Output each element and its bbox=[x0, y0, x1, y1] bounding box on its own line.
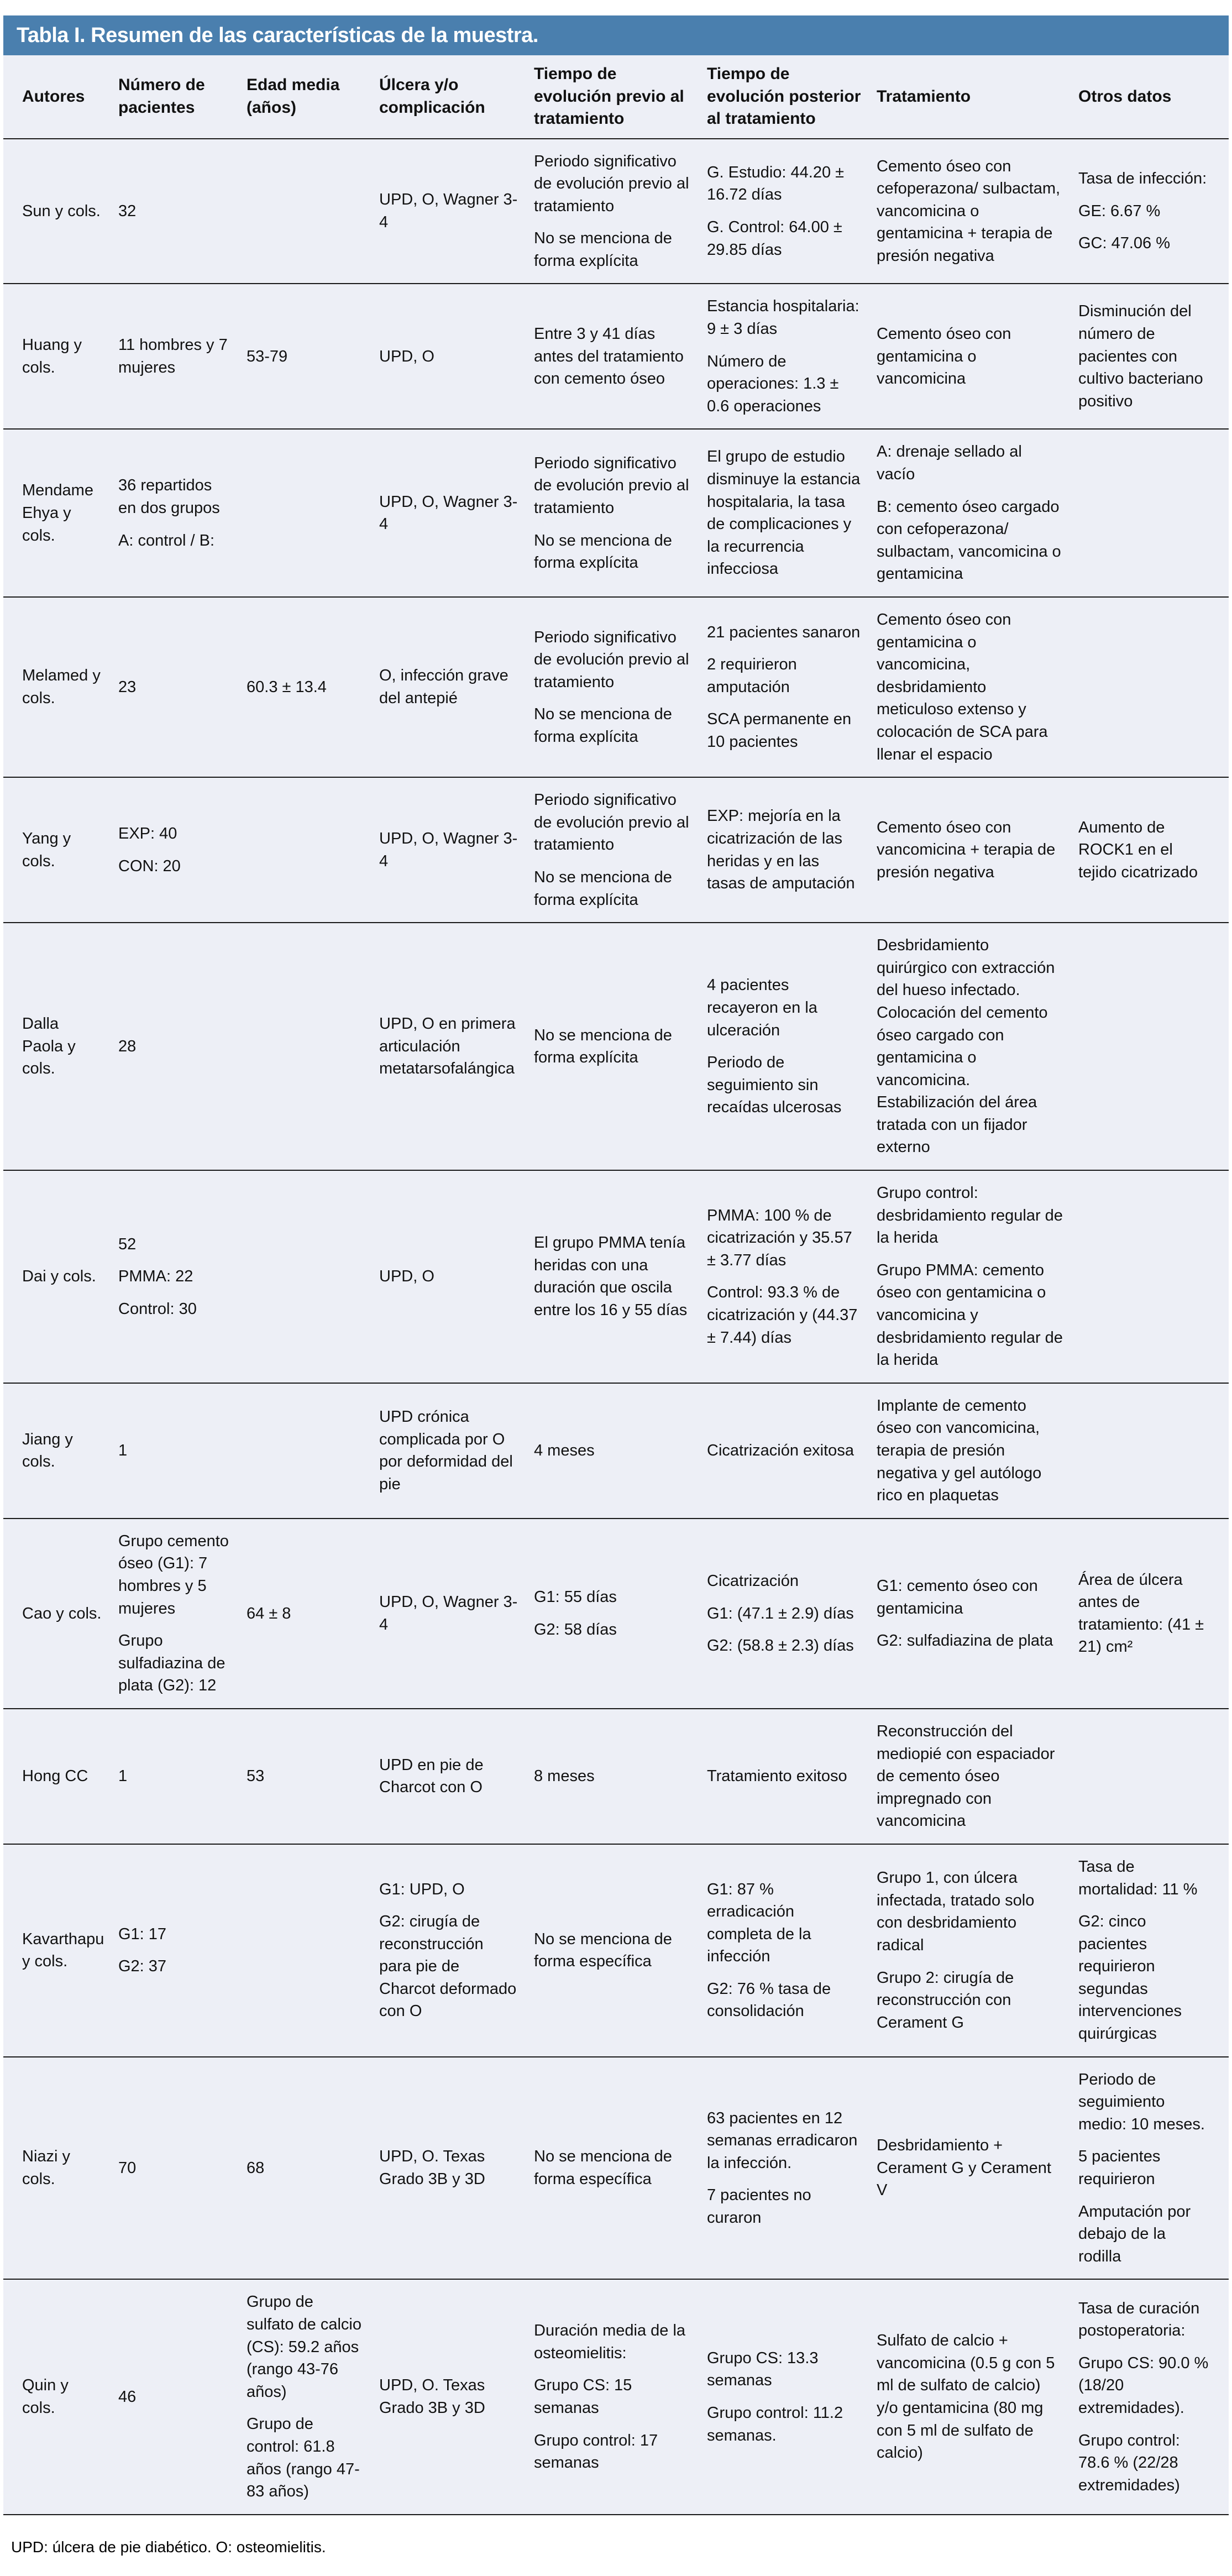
table-cell bbox=[877, 609, 1078, 766]
table-row bbox=[3, 1384, 1229, 1519]
table-cell bbox=[3, 479, 118, 547]
table-cell bbox=[3, 828, 118, 872]
table-cell bbox=[118, 2386, 247, 2409]
table-cell bbox=[534, 1765, 707, 1788]
cell-paragraph: 11 hombres y 7 mujeres bbox=[118, 336, 228, 376]
cell-paragraph: Grupo CS: 15 semanas bbox=[534, 2376, 632, 2417]
cell-paragraph: O, infección grave del antepié bbox=[379, 667, 508, 708]
table-cell bbox=[534, 626, 707, 748]
cell-paragraph: A: drenaje sellado al vacío bbox=[877, 443, 1022, 484]
table-cell bbox=[707, 1765, 877, 1788]
table-cell bbox=[707, 621, 877, 753]
table-cell bbox=[379, 1591, 534, 1636]
column-header-2: Edad media (años) bbox=[247, 76, 340, 117]
cell-paragraph: UPD, O, Wagner 3-4 bbox=[379, 493, 518, 533]
table-cell bbox=[534, 1439, 707, 1462]
cell-paragraph: Entre 3 y 41 días antes del tratamiento con cemento óseo bbox=[534, 325, 684, 388]
cell-paragraph: Tasa de curación postoperatoria: bbox=[1078, 2299, 1200, 2340]
table-cell bbox=[118, 1439, 247, 1462]
table-cell bbox=[379, 1754, 534, 1799]
cell-paragraph: 8 meses bbox=[534, 1767, 595, 1786]
cell-paragraph: 21 pacientes sanaron bbox=[707, 623, 861, 641]
cell-paragraph: 36 repartidos en dos grupos bbox=[118, 477, 220, 517]
cell-paragraph: Sun y cols. bbox=[22, 202, 101, 220]
table-cell bbox=[3, 2374, 118, 2419]
table-cell bbox=[877, 1182, 1078, 1371]
cell-paragraph: 60.3 ± 13.4 bbox=[247, 678, 327, 696]
cell-paragraph: PMMA: 22 bbox=[118, 1268, 193, 1286]
table-cell bbox=[707, 1205, 877, 1349]
table-cell bbox=[877, 2329, 1078, 2464]
cell-paragraph: G1: 87 % erradicación completa de la infección bbox=[707, 1880, 811, 1966]
table-cell bbox=[707, 446, 877, 580]
cell-paragraph: 5 pacientes requirieron bbox=[1078, 2148, 1161, 2188]
table-cell bbox=[247, 1603, 379, 1625]
table-cell bbox=[3, 1265, 118, 1288]
cell-paragraph: UPD, O, Wagner 3-4 bbox=[379, 830, 518, 870]
table-cell bbox=[118, 1530, 247, 1697]
table-cell bbox=[118, 1765, 247, 1788]
cell-paragraph: Kavarthapu y cols. bbox=[22, 1930, 104, 1971]
cell-paragraph: Grupo control: 11.2 semanas. bbox=[707, 2404, 843, 2444]
cell-paragraph: Melamed y cols. bbox=[22, 667, 101, 708]
table-row bbox=[3, 1519, 1229, 1709]
table-cell bbox=[379, 664, 534, 709]
table-row bbox=[3, 778, 1229, 923]
table-cell bbox=[118, 823, 247, 877]
table-cell bbox=[877, 934, 1078, 1159]
cell-paragraph: Desbridamiento + Cerament G y Cerament V bbox=[877, 2137, 1051, 2200]
cell-paragraph: 64 ± 8 bbox=[247, 1604, 291, 1622]
cell-paragraph: G2: (58.8 ± 2.3) días bbox=[707, 1637, 854, 1655]
table-cell bbox=[118, 676, 247, 699]
table-cell bbox=[118, 474, 247, 552]
table-cell bbox=[534, 1586, 707, 1641]
table-cell bbox=[379, 491, 534, 536]
cell-paragraph: Control: 93.3 % de cicatrización y (44.37 ± 7.44) días bbox=[707, 1284, 858, 1347]
cell-paragraph: G1: (47.1 ± 2.9) días bbox=[707, 1604, 854, 1622]
cell-paragraph: G2: sulfadiazina de plata bbox=[877, 1632, 1053, 1650]
column-header-5: Tiempo de evolución posterior al tratamiento bbox=[707, 65, 861, 128]
cell-paragraph: UPD crónica complicada por O por deformidad del pie bbox=[379, 1408, 513, 1493]
table-cell bbox=[707, 1570, 877, 1657]
cell-paragraph: PMMA: 100 % de cicatrización y 35.57 ± 3.77 días bbox=[707, 1206, 852, 1269]
cell-paragraph: Cemento óseo con gentamicina o vancomicina bbox=[877, 325, 1011, 388]
cell-paragraph: Número de operaciones: 1.3 ± 0.6 operaciones bbox=[707, 352, 839, 415]
column-header-4: Tiempo de evolución previo al tratamiento bbox=[534, 65, 684, 128]
cell-paragraph: Grupo cemento óseo (G1): 7 hombres y 5 mujeres bbox=[118, 1532, 229, 1617]
cell-paragraph: G2: 37 bbox=[118, 1957, 167, 1976]
table-cell bbox=[1078, 1569, 1229, 1658]
table-cell bbox=[118, 2157, 247, 2180]
cell-paragraph: Área de úlcera antes de tratamiento: (41 ± 21) cm² bbox=[1078, 1570, 1204, 1656]
cell-paragraph: UPD, O bbox=[379, 347, 434, 365]
table-cell bbox=[379, 189, 534, 233]
table-cell bbox=[877, 1720, 1078, 1832]
table-title: Tabla I. Resumen de las características de la muestra. bbox=[17, 23, 538, 47]
table-body bbox=[3, 139, 1229, 2515]
cell-paragraph: Dai y cols. bbox=[22, 1268, 96, 1286]
cell-paragraph: Implante de cemento óseo con vancomicina, terapia de presión negativa y gel autólogo rico en plaquetas bbox=[877, 1396, 1042, 1505]
column-header-6: Tratamiento bbox=[877, 87, 971, 106]
column-header-3: Úlcera y/o complicación bbox=[379, 76, 485, 117]
cell-paragraph: 1 bbox=[118, 1442, 128, 1459]
cell-paragraph: 53 bbox=[247, 1767, 265, 1786]
cell-paragraph: G1: 17 bbox=[118, 1925, 167, 1943]
cell-paragraph: 32 bbox=[118, 202, 137, 220]
cell-paragraph: Tasa de infección: bbox=[1078, 170, 1207, 188]
table-row bbox=[3, 598, 1229, 778]
cell-paragraph: Grupo control: 17 semanas bbox=[534, 2431, 658, 2472]
table-cell bbox=[534, 2145, 707, 2190]
table-title-bar bbox=[3, 15, 1229, 55]
cell-paragraph: G2: 76 % tasa de consolidación bbox=[707, 1980, 831, 2020]
cell-paragraph: GC: 47.06 % bbox=[1078, 234, 1171, 253]
cell-paragraph: 1 bbox=[118, 1767, 128, 1786]
table-cell bbox=[118, 1923, 247, 1978]
cell-paragraph: UPD, O bbox=[379, 1268, 434, 1286]
cell-paragraph: G2: 58 días bbox=[534, 1620, 617, 1638]
table-cell bbox=[534, 150, 707, 273]
cell-paragraph: Periodo de seguimiento medio: 10 meses. bbox=[1078, 2070, 1205, 2133]
cell-paragraph: Amputación por debajo de la rodilla bbox=[1078, 2202, 1191, 2265]
cell-paragraph: Grupo CS: 90.0 % (18/20 extremidades). bbox=[1078, 2354, 1209, 2417]
cell-paragraph: 63 pacientes en 12 semanas erradicaron la infección. bbox=[707, 2109, 858, 2172]
cell-paragraph: Dalla Paola y cols. bbox=[22, 1015, 76, 1078]
table-cell bbox=[118, 1233, 247, 1321]
table-cell bbox=[379, 1406, 534, 1495]
cell-paragraph: Tasa de mortalidad: 11 % bbox=[1078, 1857, 1198, 1898]
cell-paragraph: G1: UPD, O bbox=[379, 1880, 465, 1898]
cell-paragraph: Tratamiento exitoso bbox=[707, 1767, 847, 1786]
table-cell bbox=[3, 1603, 118, 1625]
cell-paragraph: 23 bbox=[118, 678, 137, 696]
table-cell bbox=[118, 1035, 247, 1058]
table-cell bbox=[3, 334, 118, 379]
cell-paragraph: Grupo sulfadiazina de plata (G2): 12 bbox=[118, 1632, 226, 1695]
cell-paragraph: G1: 55 días bbox=[534, 1588, 617, 1606]
table-cell bbox=[1078, 300, 1229, 412]
cell-paragraph: Cicatrización bbox=[707, 1572, 799, 1590]
table-cell bbox=[3, 200, 118, 223]
cell-paragraph: No se menciona de forma explícita bbox=[534, 531, 672, 572]
cell-paragraph: Grupo 2: cirugía de reconstrucción con Cerament G bbox=[877, 1968, 1014, 2032]
cell-paragraph: Cemento óseo con cefoperazona/ sulbactam, vancomicina o gentamicina + terapia de presión negativa bbox=[877, 157, 1061, 265]
table-row bbox=[3, 1845, 1229, 2057]
table-cell bbox=[379, 1013, 534, 1080]
cell-paragraph: 28 bbox=[118, 1037, 137, 1055]
cell-paragraph: EXP: 40 bbox=[118, 825, 177, 843]
cell-paragraph: UPD, O, Wagner 3-4 bbox=[379, 1593, 518, 1633]
cell-paragraph: El grupo de estudio disminuye la estancia hospitalaria, la tasa de complicaciones y la recurrencia infecciosa bbox=[707, 448, 861, 578]
table-row bbox=[3, 2280, 1229, 2515]
cell-paragraph: Duración media de la osteomielitis: bbox=[534, 2322, 686, 2362]
cell-paragraph: Grupo de control: 61.8 años (rango 47-83 años) bbox=[247, 2415, 360, 2501]
table-cell bbox=[877, 816, 1078, 884]
cell-paragraph: A: control / B: bbox=[118, 531, 215, 549]
cell-paragraph: G1: cemento óseo con gentamicina bbox=[877, 1577, 1038, 1617]
cell-paragraph: Grupo control: desbridamiento regular de la herida bbox=[877, 1184, 1063, 1247]
table-cell bbox=[379, 345, 534, 368]
cell-paragraph: No se menciona de forma explícita bbox=[534, 705, 672, 746]
table-cell bbox=[247, 2157, 379, 2180]
cell-paragraph: No se menciona de forma explícita bbox=[534, 229, 672, 270]
cell-paragraph: 7 pacientes no curaron bbox=[707, 2186, 811, 2227]
cell-paragraph: Reconstrucción del mediopié con espaciador de cemento óseo impregnado con vancomicina bbox=[877, 1722, 1055, 1830]
table-cell bbox=[707, 1439, 877, 1462]
cell-paragraph: Disminución del número de pacientes con cultivo bacteriano positivo bbox=[1078, 302, 1203, 410]
table-cell bbox=[707, 2347, 877, 2447]
table-footnote: UPD: úlcera de pie diabético. O: osteomielitis. bbox=[11, 2538, 326, 2556]
cell-paragraph: Cemento óseo con gentamicina o vancomicina, desbridamiento meticuloso extenso y colocación de SCA para llenar el espacio bbox=[877, 611, 1048, 763]
cell-paragraph: Periodo significativo de evolución previo al tratamiento bbox=[534, 628, 689, 691]
table-row bbox=[3, 284, 1229, 430]
table-cell bbox=[3, 1013, 118, 1080]
cell-paragraph: Periodo de seguimiento sin recaídas ulcerosas bbox=[707, 1054, 842, 1117]
cell-paragraph: 4 meses bbox=[534, 1442, 595, 1459]
cell-paragraph: SCA permanente en 10 pacientes bbox=[707, 710, 852, 751]
table-cell bbox=[379, 828, 534, 872]
cell-paragraph: G. Estudio: 44.20 ± 16.72 días bbox=[707, 163, 845, 204]
cell-paragraph: Niazi y cols. bbox=[22, 2148, 71, 2188]
table-cell bbox=[379, 2374, 534, 2419]
table-cell bbox=[707, 1878, 877, 2023]
cell-paragraph: EXP: mejoría en la cicatrización de las heridas y en las tasas de amputación bbox=[707, 807, 855, 893]
cell-paragraph: Quin y cols. bbox=[22, 2376, 69, 2417]
table-cell bbox=[877, 2134, 1078, 2202]
table-cell bbox=[1078, 2069, 1229, 2268]
table-cell bbox=[534, 1232, 707, 1321]
table-cell bbox=[877, 323, 1078, 390]
cell-paragraph: Cicatrización exitosa bbox=[707, 1442, 854, 1459]
cell-paragraph: Estancia hospitalaria: 9 ± 3 días bbox=[707, 297, 859, 338]
table-cell bbox=[877, 155, 1078, 268]
table-header-row bbox=[3, 55, 1229, 139]
table-cell bbox=[379, 1265, 534, 1288]
cell-paragraph: Huang y cols. bbox=[22, 336, 82, 376]
table-cell bbox=[877, 441, 1078, 585]
cell-paragraph: Cemento óseo con vancomicina + terapia de presión negativa bbox=[877, 818, 1056, 881]
summary-table bbox=[3, 55, 1229, 2515]
table-cell bbox=[247, 2291, 379, 2502]
table-cell bbox=[1078, 816, 1229, 884]
cell-paragraph: Grupo PMMA: cemento óseo con gentamicina o vancomicina y desbridamiento regular de la herida bbox=[877, 1261, 1063, 1369]
cell-paragraph: 52 bbox=[118, 1235, 137, 1253]
cell-paragraph: El grupo PMMA tenía heridas con una duración que oscila entre los 16 y 55 días bbox=[534, 1234, 688, 1320]
table-cell bbox=[247, 1765, 379, 1788]
cell-paragraph: UPD, O en primera articulación metatarsofalángica bbox=[379, 1015, 516, 1078]
table-cell bbox=[534, 789, 707, 911]
cell-paragraph: Control: 30 bbox=[118, 1300, 197, 1318]
table-cell bbox=[118, 200, 247, 223]
table-row bbox=[3, 1171, 1229, 1384]
table-cell bbox=[379, 2145, 534, 2190]
table-cell bbox=[379, 1878, 534, 2023]
cell-paragraph: G. Control: 64.00 ± 29.85 días bbox=[707, 218, 842, 259]
cell-paragraph: B: cemento óseo cargado con cefoperazona/ sulbactam, vancomicina o gentamicina bbox=[877, 498, 1061, 583]
cell-paragraph: GE: 6.67 % bbox=[1078, 202, 1161, 220]
cell-paragraph: Grupo 1, con úlcera infectada, tratado solo con desbridamiento radical bbox=[877, 1869, 1035, 1954]
table-cell bbox=[877, 1575, 1078, 1652]
cell-paragraph: Jiang y cols. bbox=[22, 1430, 73, 1471]
cell-paragraph: Hong CC bbox=[22, 1767, 88, 1786]
table-cell bbox=[534, 1024, 707, 1069]
table-cell bbox=[3, 1928, 118, 1973]
column-header-1: Número de pacientes bbox=[118, 76, 205, 117]
table-row bbox=[3, 923, 1229, 1171]
cell-paragraph: Periodo significativo de evolución previo al tratamiento bbox=[534, 152, 689, 215]
table-cell bbox=[534, 323, 707, 390]
cell-paragraph: Mendame Ehya y cols. bbox=[22, 481, 93, 544]
table-cell bbox=[118, 334, 247, 379]
cell-paragraph: No se menciona de forma específica bbox=[534, 2148, 672, 2188]
cell-paragraph: Grupo de sulfato de calcio (CS): 59.2 años (rango 43-76 años) bbox=[247, 2293, 361, 2401]
cell-paragraph: G2: cirugía de reconstrucción para pie de Charcot deformado con O bbox=[379, 1913, 517, 2020]
cell-paragraph: 53-79 bbox=[247, 347, 288, 365]
table-cell bbox=[3, 664, 118, 709]
cell-paragraph: G2: cinco pacientes requirieron segundas intervenciones quirúrgicas bbox=[1078, 1913, 1182, 2043]
cell-paragraph: CON: 20 bbox=[118, 857, 181, 875]
cell-paragraph: 4 pacientes recayeron en la ulceración bbox=[707, 976, 817, 1039]
cell-paragraph: 68 bbox=[247, 2159, 265, 2177]
table-cell bbox=[707, 161, 877, 261]
table-row bbox=[3, 2057, 1229, 2280]
table-cell bbox=[247, 345, 379, 368]
column-header-0: Autores bbox=[22, 87, 85, 106]
cell-paragraph: 2 requirieron amputación bbox=[707, 656, 797, 696]
cell-paragraph: UPD, O, Wagner 3-4 bbox=[379, 191, 518, 231]
table-cell bbox=[877, 1395, 1078, 1507]
cell-paragraph: Periodo significativo de evolución previo al tratamiento bbox=[534, 791, 689, 854]
table-cell bbox=[877, 1867, 1078, 2034]
cell-paragraph: UPD en pie de Charcot con O bbox=[379, 1756, 484, 1797]
table-cell bbox=[1078, 2297, 1229, 2497]
table-cell bbox=[247, 676, 379, 699]
cell-paragraph: Aumento de ROCK1 en el tejido cicatrizado bbox=[1078, 818, 1198, 881]
cell-paragraph: Grupo control: 78.6 % (22/28 extremidades) bbox=[1078, 2431, 1180, 2494]
cell-paragraph: UPD, O. Texas Grado 3B y 3D bbox=[379, 2376, 485, 2417]
table-cell bbox=[3, 1765, 118, 1788]
table-row bbox=[3, 1709, 1229, 1845]
table-cell bbox=[1078, 1856, 1229, 2045]
table-cell bbox=[3, 2145, 118, 2190]
table-cell bbox=[534, 452, 707, 574]
cell-paragraph: Grupo CS: 13.3 semanas bbox=[707, 2349, 819, 2390]
table-cell bbox=[707, 2107, 877, 2229]
cell-paragraph: No se menciona de forma explícita bbox=[534, 868, 672, 909]
table-cell bbox=[707, 805, 877, 894]
cell-paragraph: Desbridamiento quirúrgico con extracción del hueso infectado. Colocación del cemento óseo cargado con gentamicina o vancomicina. Estabilización del área tratada con un fijador externo bbox=[877, 936, 1055, 1156]
cell-paragraph: UPD, O. Texas Grado 3B y 3D bbox=[379, 2148, 485, 2188]
cell-paragraph: Periodo significativo de evolución previo al tratamiento bbox=[534, 454, 689, 517]
table-cell bbox=[1078, 167, 1229, 255]
table-row bbox=[3, 430, 1229, 598]
cell-paragraph: Sulfato de calcio + vancomicina (0.5 g con 5 ml de sulfato de calcio) y/o gentamicina (80 mg con 5 ml de sulfato de calcio) bbox=[877, 2332, 1055, 2462]
cell-paragraph: No se menciona de forma explícita bbox=[534, 1026, 672, 1067]
cell-paragraph: 46 bbox=[118, 2387, 137, 2406]
table-cell bbox=[707, 974, 877, 1119]
table-cell bbox=[707, 295, 877, 417]
cell-paragraph: 70 bbox=[118, 2159, 137, 2177]
cell-paragraph: Cao y cols. bbox=[22, 1604, 102, 1622]
table-row bbox=[3, 139, 1229, 285]
table-cell bbox=[3, 1428, 118, 1473]
cell-paragraph: No se menciona de forma específica bbox=[534, 1930, 672, 1971]
column-header-7: Otros datos bbox=[1078, 87, 1172, 106]
table-cell bbox=[534, 2320, 707, 2474]
cell-paragraph: Yang y cols. bbox=[22, 830, 71, 870]
table-cell bbox=[534, 1928, 707, 1973]
